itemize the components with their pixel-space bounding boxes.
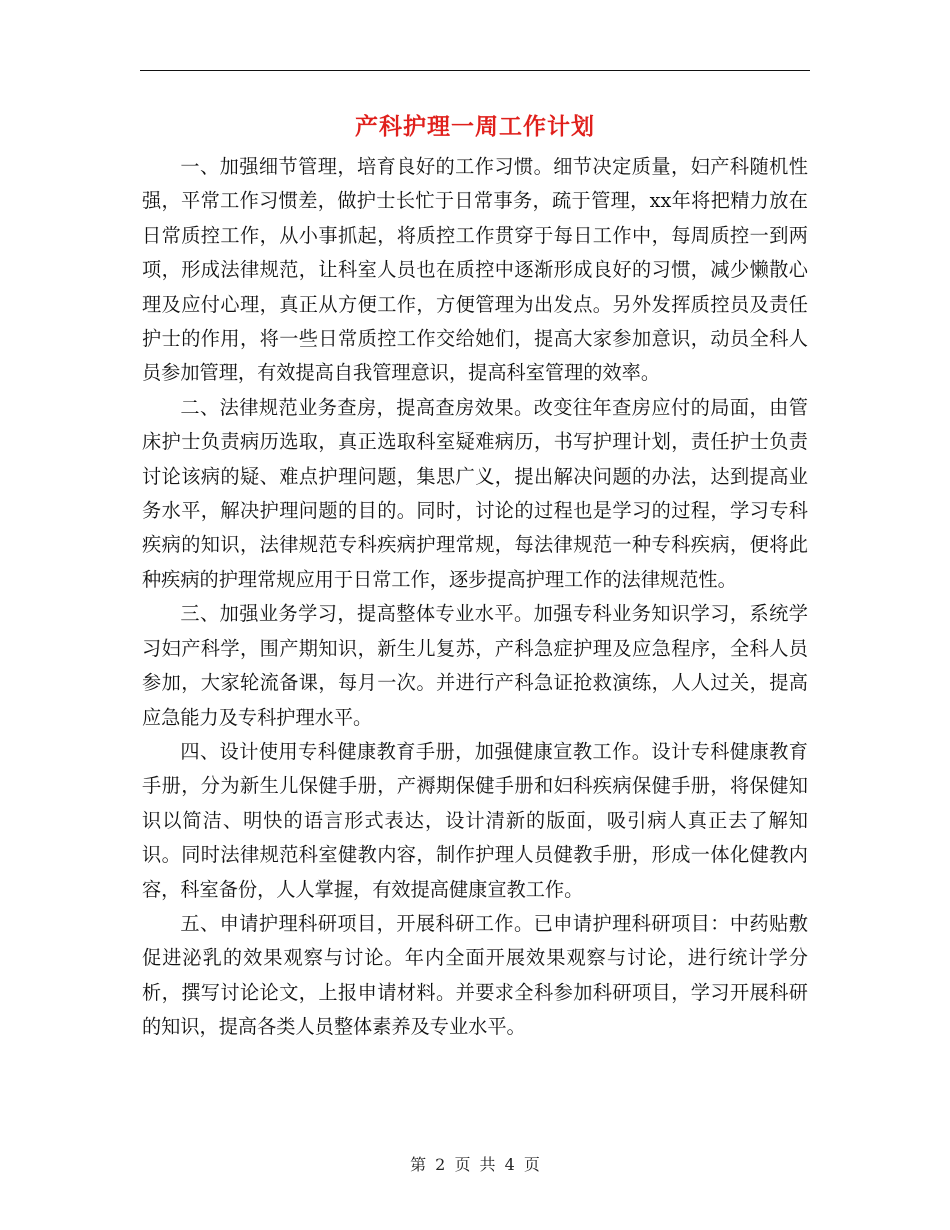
document-body [142, 150, 808, 1045]
page-number-footer: 第 2 页 共 4 页 [410, 1155, 540, 1174]
paragraph-3: 三、加强业务学习，提高整体专业水平。加强专科业务知识学习，系统学习妇产科学，围产期知识，新生儿复苏，产科急症护理及应急程序，全科人员参加，大家轮流备课，每月一次。并进行产科急证抢救演练，人人过关，提高应急能力及专科护理水平。 [142, 602, 808, 729]
document-title: 产科护理一周工作计划 [355, 114, 595, 140]
paragraph-1: 一、加强细节管理，培育良好的工作习惯。细节决定质量，妇产科随机性强，平常工作习惯差，做护士长忙于日常事务，疏于管理，xx年将把精力放在日常质控工作，从小事抓起，将质控工作贯穿于每日工作中，每周质控一到两项，形成法律规范，让科室人员也在质控中逐渐形成良好的习惯，减少懒散心理及应付心理，真正从方便工作，方便管理为出发点。另外发挥质控员及责任护士的作用，将一些日常质控工作交给她们，提高大家参加意识，动员全科人员参加管理，有效提高自我管理意识，提高科室管理的效率。 [142, 155, 808, 385]
paragraph-4: 四、设计使用专科健康教育手册，加强健康宣教工作。设计专科健康教育手册，分为新生儿保健手册，产褥期保健手册和妇科疾病保健手册，将保健知识以简洁、明快的语言形式表达，设计清新的版面，吸引病人真正去了解知识。同时法律规范科室健教内容，制作护理人员健教手册，形成一体化健教内容，科室备份，人人掌握，有效提高健康宣教工作。 [142, 739, 808, 901]
paragraph-2: 二、法律规范业务查房，提高查房效果。改变往年查房应付的局面，由管床护士负责病历选取，真正选取科室疑难病历，书写护理计划，责任护士负责讨论该病的疑、难点护理问题，集思广义，提出解决问题的办法，达到提高业务水平，解决护理问题的目的。同时，讨论的过程也是学习的过程，学习专科疾病的知识，法律规范专科疾病护理常规，每法律规范一种专科疾病，便将此种疾病的护理常规应用于日常工作，逐步提高护理工作的法律规范性。 [142, 395, 808, 591]
header-rule [140, 70, 810, 71]
paragraph-5: 五、申请护理科研项目，开展科研工作。已申请护理科研项目：中药贴敷促进泌乳的效果观察与讨论。年内全面开展效果观察与讨论，进行统计学分析，撰写讨论论文，上报申请材料。并要求全科参加科研项目，学习开展科研的知识，提高各类人员整体素养及专业水平。 [142, 911, 808, 1039]
